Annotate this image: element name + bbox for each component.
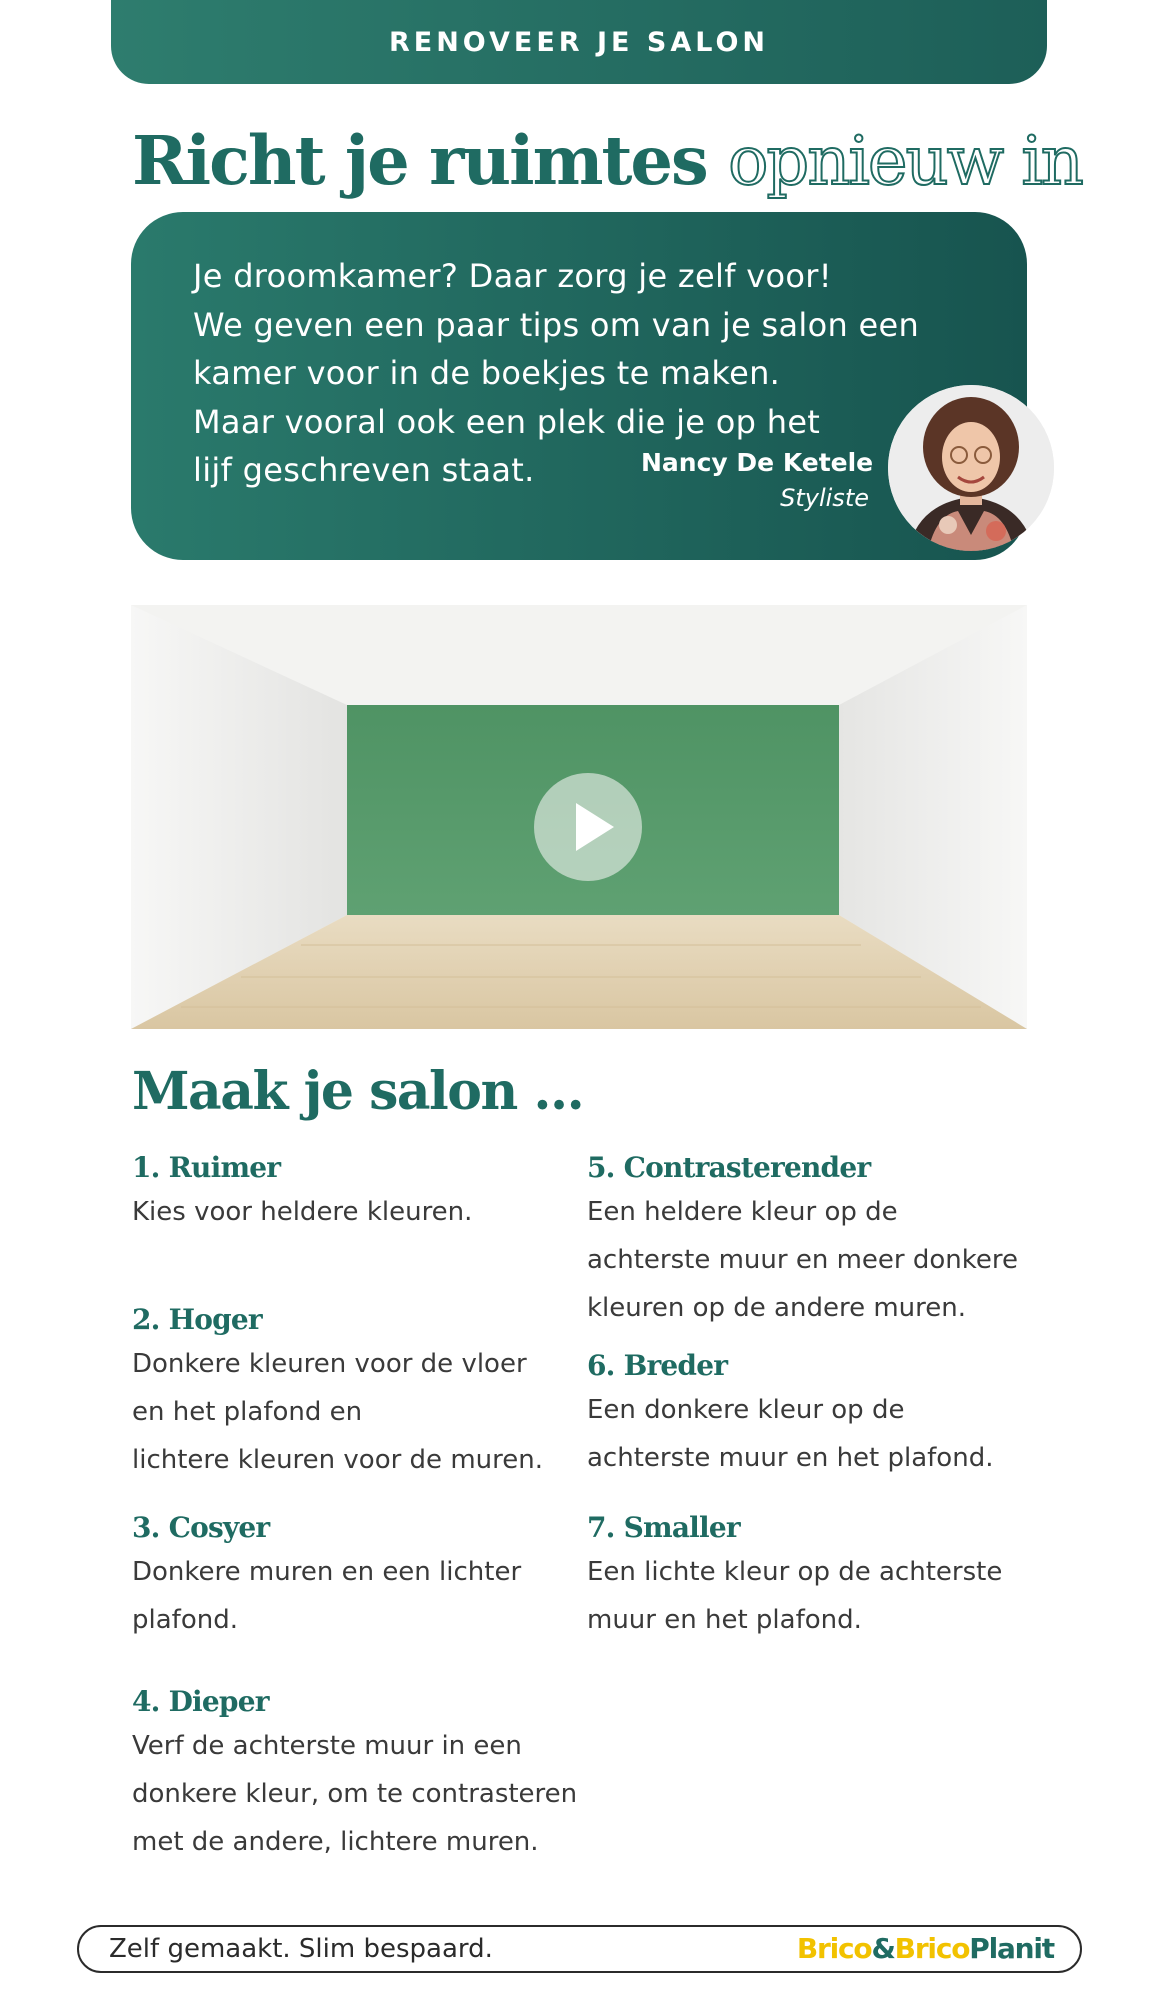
tip-item [132, 1148, 572, 1236]
title-bold: Richt je ruimtes [132, 121, 707, 200]
brand-logo[interactable] [797, 1927, 1054, 1971]
tip-title: 2. Hoger [132, 1303, 262, 1336]
tip-item [132, 1300, 572, 1484]
title-outline: opnieuw in [728, 122, 1082, 200]
tip-text: Een lichte kleur op de achterste [587, 1557, 1003, 1587]
tip-text: achterste muur en het plafond. [587, 1443, 994, 1473]
page-title [132, 116, 1082, 206]
author-name: Nancy De Ketele [641, 448, 874, 477]
logo-brico: Brico [796, 1932, 872, 1965]
tip-text: muur en het plafond. [587, 1605, 862, 1635]
avatar-portrait [888, 385, 1054, 551]
tip-text: achterste muur en meer donkere [587, 1245, 1018, 1275]
tip-text: met de andere, lichtere muren. [132, 1827, 539, 1857]
tip-item [587, 1148, 1027, 1332]
tip-item [132, 1682, 578, 1866]
section-title: Maak je salon ... [132, 1061, 584, 1122]
banner-label: RENOVEER JE SALON [388, 26, 770, 58]
author-avatar [888, 385, 1054, 551]
quote-line: kamer voor in de boekjes te maken. [193, 354, 781, 392]
logo-planit: Planit [969, 1932, 1054, 1965]
tip-text: donkere kleur, om te contrasteren [132, 1779, 578, 1809]
tip-text: Kies voor heldere kleuren. [132, 1197, 473, 1227]
tip-title: 5. Contrasterender [587, 1151, 871, 1184]
quote-line: We geven een paar tips om van je salon een [193, 305, 920, 344]
tip-text: Donkere kleuren voor de vloer [132, 1349, 527, 1379]
tip-text: Een heldere kleur op de [587, 1197, 898, 1227]
top-banner [111, 0, 1047, 84]
play-icon [534, 773, 642, 881]
tip-title: 1. Ruimer [132, 1151, 281, 1184]
tip-text: Een donkere kleur op de [587, 1395, 905, 1425]
tip-text: kleuren op de andere muren. [587, 1293, 967, 1323]
quote-line: lijf geschreven staat. [193, 451, 535, 489]
tip-title: 3. Cosyer [132, 1511, 270, 1544]
logo-brico-planit: Brico [894, 1932, 970, 1965]
author-role: Styliste [780, 484, 869, 512]
video-player[interactable] [131, 605, 1027, 1029]
tip-text: plafond. [132, 1605, 238, 1635]
quote-line: Je droomkamer? Daar zorg je zelf voor! [193, 257, 832, 295]
footer-slogan: Zelf gemaakt. Slim bespaard. [109, 1934, 493, 1964]
tip-title: 7. Smaller [587, 1511, 740, 1544]
tip-text: Donkere muren en een lichter [132, 1557, 522, 1587]
tip-title: 4. Dieper [132, 1685, 269, 1718]
tip-title: 6. Breder [587, 1349, 728, 1382]
tip-text: en het plafond en [132, 1397, 363, 1427]
tip-item [587, 1346, 1027, 1482]
tip-text: Verf de achterste muur in een [132, 1731, 522, 1761]
play-button[interactable] [534, 773, 642, 881]
logo-ampersand: & [871, 1932, 895, 1965]
quote-line: Maar vooral ook een plek die je op het [193, 402, 821, 441]
quote-card [131, 212, 1027, 560]
tip-text: lichtere kleuren voor de muren. [132, 1445, 543, 1475]
footer-bar [77, 1925, 1082, 1973]
tip-item [587, 1508, 1027, 1644]
tip-item [132, 1508, 572, 1644]
